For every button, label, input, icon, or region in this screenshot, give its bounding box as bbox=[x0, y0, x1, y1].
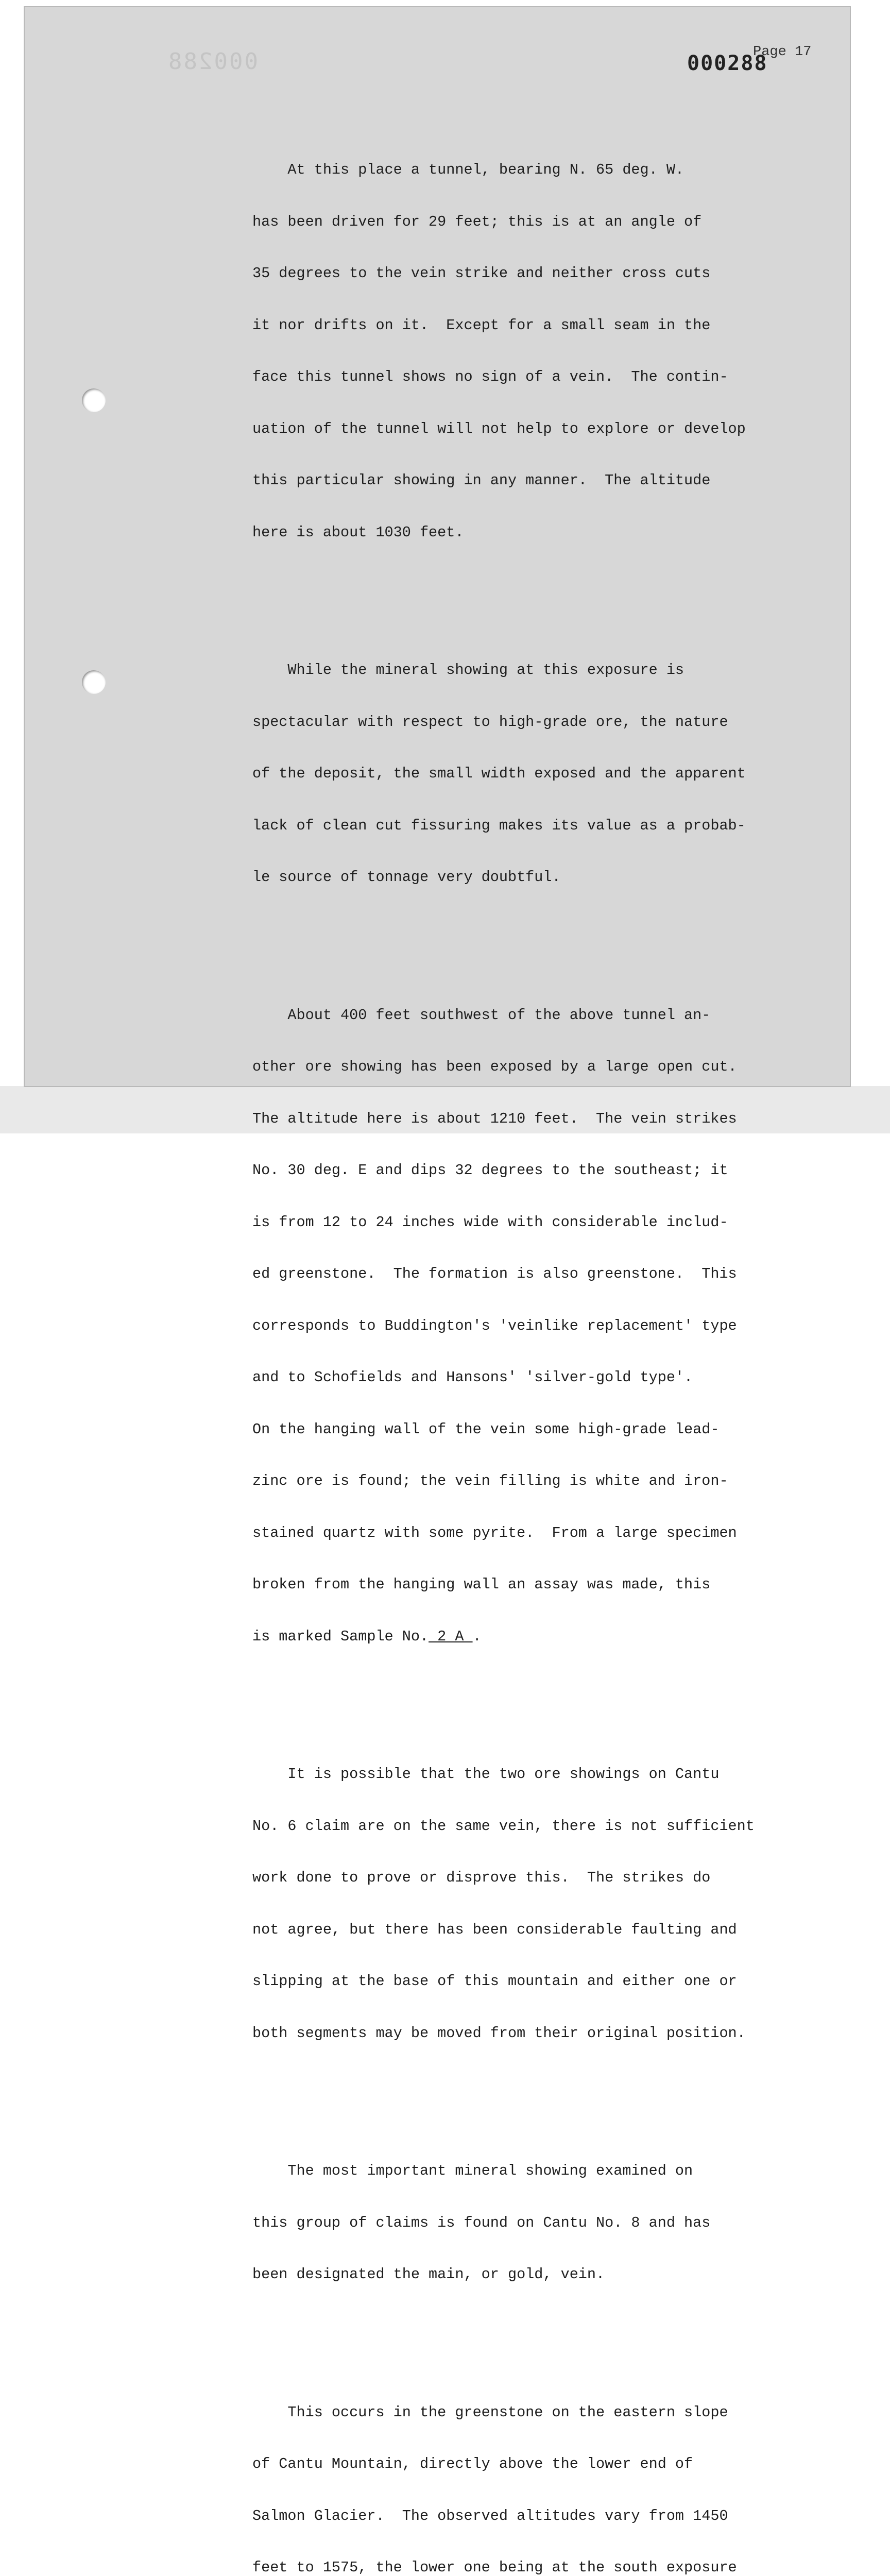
text-line: About 400 feet southwest of the above tunnel an- bbox=[252, 1007, 767, 1024]
text-line: feet to 1575, the lower one being at the south exposure bbox=[252, 2559, 767, 2576]
paragraph bbox=[252, 1731, 767, 2076]
text-line: not agree, but there has been considerable faulting and bbox=[252, 1921, 767, 1939]
text-line: spectacular with respect to high-grade ore, the nature bbox=[252, 714, 767, 731]
text-line: No. 6 claim are on the same vein, there is not sufficient bbox=[252, 1818, 767, 1835]
paragraph bbox=[252, 627, 767, 921]
text-line: stained quartz with some pyrite. From a large specimen bbox=[252, 1524, 767, 1542]
text-line: here is about 1030 feet. bbox=[252, 524, 767, 541]
punch-hole-icon bbox=[82, 670, 106, 694]
paragraph bbox=[252, 127, 767, 575]
text-line: corresponds to Buddington's 'veinlike replacement' type bbox=[252, 1317, 767, 1335]
paragraph bbox=[252, 972, 767, 1680]
text-line bbox=[252, 1628, 767, 1646]
text-line: lack of clean cut fissuring makes its value as a probab- bbox=[252, 817, 767, 835]
text-line: While the mineral showing at this exposure is bbox=[252, 662, 767, 679]
text-line: On the hanging wall of the vein some high-grade lead- bbox=[252, 1421, 767, 1438]
text-line: this particular showing in any manner. The altitude bbox=[252, 472, 767, 489]
text-line: this group of claims is found on Cantu No. 8 and has bbox=[252, 2214, 767, 2232]
text-line: of the deposit, the small width exposed and the apparent bbox=[252, 765, 767, 783]
text-line: been designated the main, or gold, vein. bbox=[252, 2266, 767, 2283]
text-line: of Cantu Mountain, directly above the lower end of bbox=[252, 2455, 767, 2473]
text-line: broken from the hanging wall an assay was made, this bbox=[252, 1576, 767, 1594]
scanned-page bbox=[25, 7, 850, 1086]
text-line: slipping at the base of this mountain and either one or bbox=[252, 1973, 767, 1990]
text-line: other ore showing has been exposed by a large open cut. bbox=[252, 1058, 767, 1076]
punch-hole-icon bbox=[82, 388, 106, 412]
document-number-stamp: 000288 bbox=[687, 52, 768, 75]
text-line: uation of the tunnel will not help to explore or develop bbox=[252, 420, 767, 438]
sample-prefix: is marked Sample No. bbox=[252, 1628, 429, 1645]
text-line: it nor drifts on it. Except for a small seam in the bbox=[252, 317, 767, 334]
sample-id: 2 A bbox=[429, 1628, 473, 1645]
paragraph bbox=[252, 2369, 767, 2576]
text-line: The altitude here is about 1210 feet. The vein strikes bbox=[252, 1110, 767, 1128]
text-line: work done to prove or disprove this. The strikes do bbox=[252, 1869, 767, 1887]
sample-suffix: . bbox=[473, 1628, 482, 1645]
text-line: and to Schofields and Hansons' 'silver-gold type'. bbox=[252, 1369, 767, 1386]
text-line: No. 30 deg. E and dips 32 degrees to the southeast; it bbox=[252, 1162, 767, 1179]
text-line: has been driven for 29 feet; this is at an angle of bbox=[252, 213, 767, 231]
text-line: face this tunnel shows no sign of a vein. The contin- bbox=[252, 368, 767, 386]
text-line: The most important mineral showing examined on bbox=[252, 2162, 767, 2180]
paragraph bbox=[252, 2128, 767, 2318]
text-line: At this place a tunnel, bearing N. 65 deg. W. bbox=[252, 161, 767, 179]
text-line: This occurs in the greenstone on the eastern slope bbox=[252, 2404, 767, 2421]
bleed-through-number: 000288 bbox=[167, 48, 258, 75]
text-line: ed greenstone. The formation is also greenstone. This bbox=[252, 1265, 767, 1283]
text-line: le source of tonnage very doubtful. bbox=[252, 869, 767, 886]
text-line: both segments may be moved from their original position. bbox=[252, 2025, 767, 2042]
text-line: zinc ore is found; the vein filling is white and iron- bbox=[252, 1472, 767, 1490]
text-line: Salmon Glacier. The observed altitudes vary from 1450 bbox=[252, 2507, 767, 2525]
text-line: is from 12 to 24 inches wide with considerable includ- bbox=[252, 1214, 767, 1231]
text-line: It is possible that the two ore showings on Cantu bbox=[252, 1766, 767, 1783]
page-number: Page 17 bbox=[753, 44, 811, 60]
text-line: 35 degrees to the vein strike and neither cross cuts bbox=[252, 265, 767, 282]
body-text bbox=[252, 92, 767, 2576]
